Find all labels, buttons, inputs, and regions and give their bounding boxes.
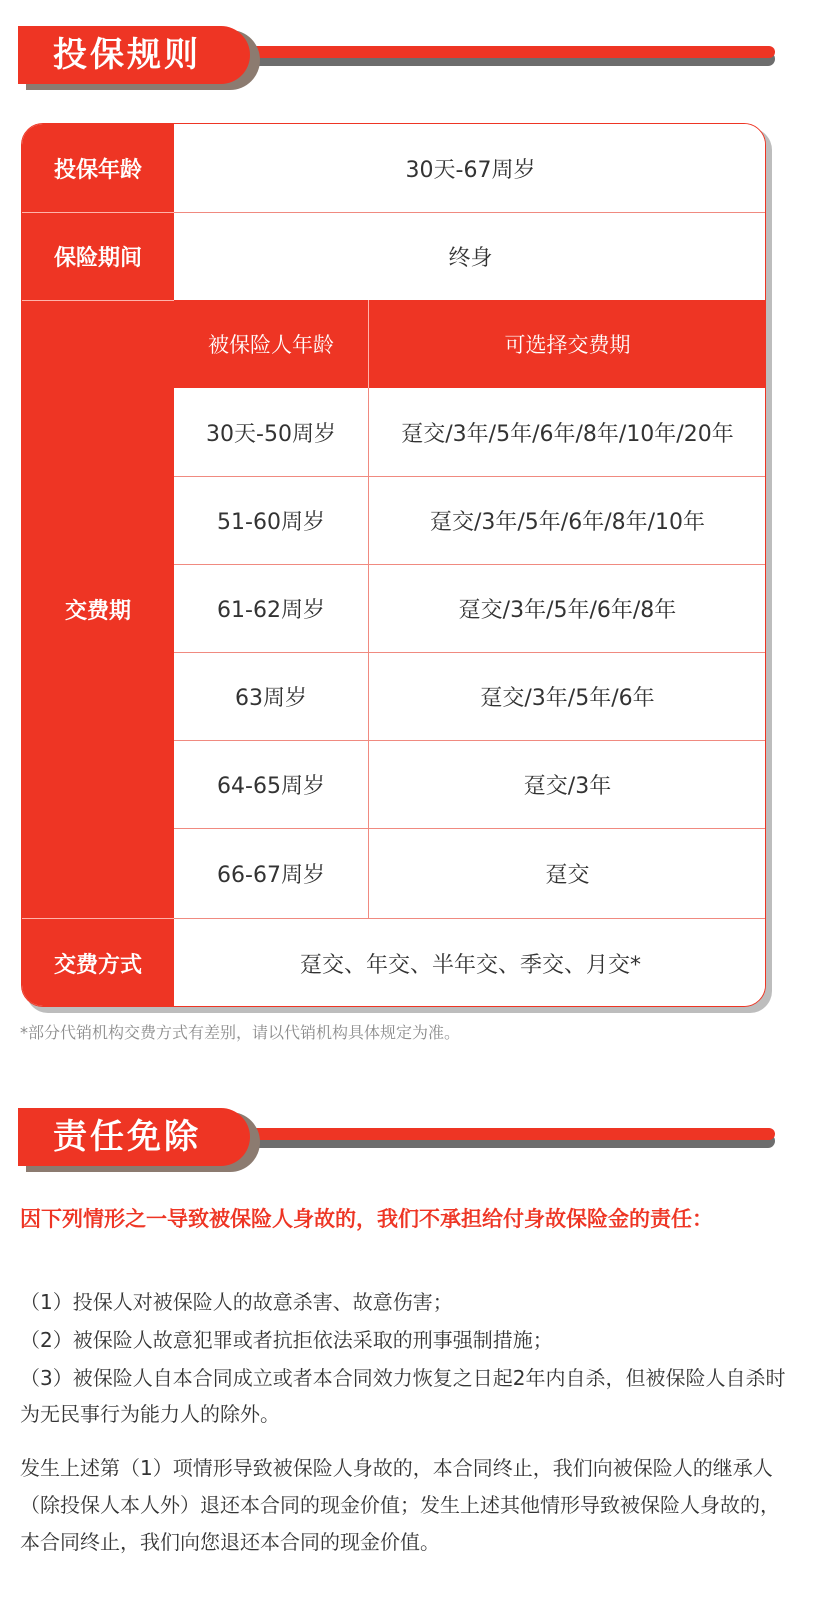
- payment-row-options: 趸交: [368, 828, 766, 918]
- payment-row-age: 63周岁: [174, 652, 368, 740]
- row-divider: [174, 652, 766, 653]
- exclusions-intro: 因下列情形之一导致被保险人身故的，我们不承担给付身故保险金的责任：: [20, 1207, 713, 1231]
- period-value: 终身: [174, 212, 766, 300]
- exclusion-item: （2）被保险人故意犯罪或者抗拒依法采取的刑事强制措施；: [20, 1328, 553, 1352]
- exclusion-item: （3）被保险人自本合同成立或者本合同效力恢复之日起2年内自杀，但被保险人自杀时为无民事行为能力人的除外。: [20, 1366, 786, 1426]
- payment-row-options: 趸交/3年/5年/6年/8年/10年: [368, 476, 766, 564]
- payment-row-age: 64-65周岁: [174, 740, 368, 828]
- row-divider: [174, 212, 766, 213]
- payment-row-age: 61-62周岁: [174, 564, 368, 652]
- label-divider: [22, 918, 174, 919]
- exclusions-note: 发生上述第（1）项情形导致被保险人身故的，本合同终止，我们向被保险人的继承人（除投保人本人外）退还本合同的现金价值；发生上述其他情形导致被保险人身故的，本合同终止，我们向您退还本合同的现金价值。: [20, 1456, 780, 1554]
- label-divider: [22, 212, 174, 213]
- exclusions-section-header: [0, 1108, 813, 1172]
- age-label: 投保年龄: [22, 124, 174, 212]
- column-divider: [368, 388, 369, 918]
- subheader-options: 可选择交费期: [368, 300, 766, 388]
- payment-row-options: 趸交/3年: [368, 740, 766, 828]
- payment-period-label: 交费期: [22, 300, 174, 918]
- payment-row-age: 30天-50周岁: [174, 388, 368, 476]
- subheader-divider: [368, 300, 369, 388]
- subheader-age: 被保险人年龄: [174, 300, 368, 388]
- label-divider: [22, 300, 174, 301]
- payment-row-options: 趸交/3年/5年/6年/8年: [368, 564, 766, 652]
- rules-section-title: 投保规则: [53, 35, 201, 75]
- rules-footnote: *部分代销机构交费方式有差别，请以代销机构具体规定为准。: [20, 1023, 461, 1042]
- payment-row-options: 趸交/3年/5年/6年/8年/10年/20年: [368, 388, 766, 476]
- rules-table: [21, 123, 766, 1007]
- payment-row-age: 66-67周岁: [174, 828, 368, 918]
- row-divider: [174, 564, 766, 565]
- period-label: 保险期间: [22, 212, 174, 300]
- row-divider: [174, 828, 766, 829]
- payment-row-options: 趸交/3年/5年/6年: [368, 652, 766, 740]
- row-divider: [174, 918, 766, 919]
- rules-section-header: [0, 26, 813, 90]
- payment-method-value: 趸交、年交、半年交、季交、月交*: [174, 918, 766, 1007]
- age-value: 30天-67周岁: [174, 124, 766, 212]
- header-bar: [240, 46, 775, 58]
- row-divider: [174, 476, 766, 477]
- exclusion-item: （1）投保人对被保险人的故意杀害、故意伤害；: [20, 1290, 453, 1314]
- payment-row-age: 51-60周岁: [174, 476, 368, 564]
- exclusions-section-title: 责任免除: [53, 1117, 201, 1157]
- row-divider: [174, 740, 766, 741]
- payment-method-label: 交费方式: [22, 918, 174, 1007]
- header-bar: [240, 1128, 775, 1140]
